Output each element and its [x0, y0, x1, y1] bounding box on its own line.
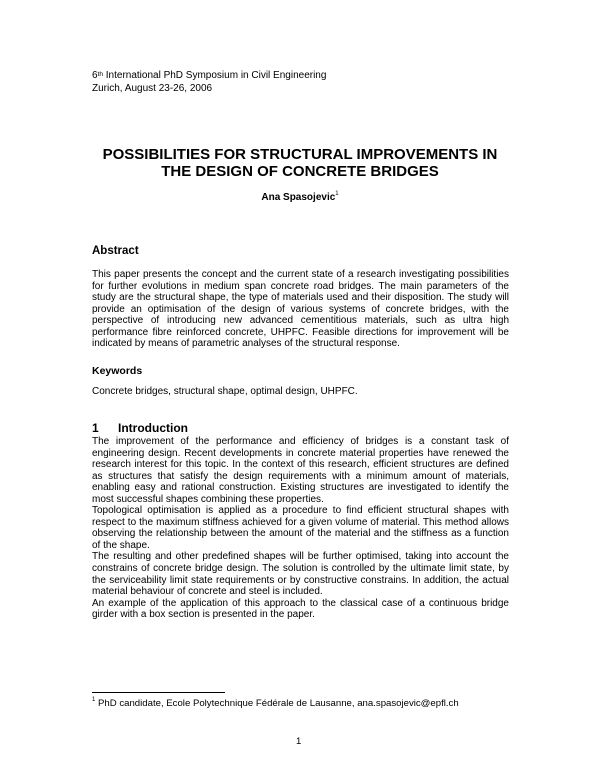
conference-header: [92, 70, 326, 95]
keywords-heading: Keywords: [92, 365, 143, 377]
section-title: Introduction: [118, 421, 188, 435]
author: [60, 192, 540, 203]
edition-number: 6: [92, 70, 98, 81]
paragraph: The resulting and other predefined shapes will be further optimised, taking into account the constrains of concrete bridge design. The solution is controlled by the ultimate limit state, by the serviceability limit state requirements or by constructive constrains. In addition, the actual material behaviour of concrete and steel is included.: [92, 551, 509, 598]
conference-location-date: Zurich, August 23-26, 2006: [92, 82, 213, 94]
author-name: Ana Spasojevic: [261, 192, 336, 203]
keywords-text: Concrete bridges, structural shape, optimal design, UHPFC.: [92, 386, 358, 397]
footnote-text: PhD candidate, Ecole Polytechnique Fédérale de Lausanne, ana.spasojevic@epfl.ch: [95, 698, 459, 709]
paragraph: Topological optimisation is applied as a procedure to find efficient structural shapes with respect to the maximum stiffness achieved for a given volume of material. This method allows observing the relationship between the amount of the material and the stiffness as a function of the shape.: [92, 505, 509, 551]
footnote-mark: 1: [92, 697, 96, 703]
abstract-text: This paper presents the concept and the current state of a research investigating possibilities for further evolutions in medium span concrete road bridges. The main parameters of the study are the structural shape, the type of materials used and their disposition. The study will provide an optimisation of the design of various systems of concrete bridges, with the perspective of introducing new advanced cementitious materials, such as ultra high performance fibre reinforced concrete, UHPFC. Feasible directions for improvement will be indicated by means of parametric analyses of the structural response.: [92, 269, 509, 350]
paragraph: The improvement of the performance and efficiency of bridges is a constant task of engineering design. Recent developments in concrete material properties have renewed the research interest for this topic. In the context of this research, efficient structures are defined as structures that satisfy the design requirements with a minimum amount of materials, enabling easy and rational construction. Existing structures are investigated to identify the most successful shapes combining these properties.: [92, 436, 509, 505]
introduction-body: [92, 436, 509, 621]
author-footnote-mark: 1: [335, 191, 339, 197]
edition-suffix: th: [97, 71, 103, 78]
conference-name: International PhD Symposium in Civil Engineering: [102, 70, 327, 81]
page-number: 1: [296, 736, 302, 747]
conference-line: [92, 70, 326, 83]
title-line-1: POSSIBILITIES FOR STRUCTURAL IMPROVEMENTS IN: [102, 146, 498, 163]
paper-title: [60, 146, 540, 180]
section-heading-introduction: [92, 421, 188, 435]
footnote: [92, 698, 459, 709]
title-line-2: THE DESIGN OF CONCRETE BRIDGES: [161, 163, 439, 180]
abstract-heading: Abstract: [92, 245, 139, 257]
paragraph: An example of the application of this approach to the classical case of a continuous bridge girder with a box section is presented in the paper.: [92, 597, 509, 621]
section-number: 1: [92, 421, 99, 435]
footnote-divider: [92, 692, 225, 693]
